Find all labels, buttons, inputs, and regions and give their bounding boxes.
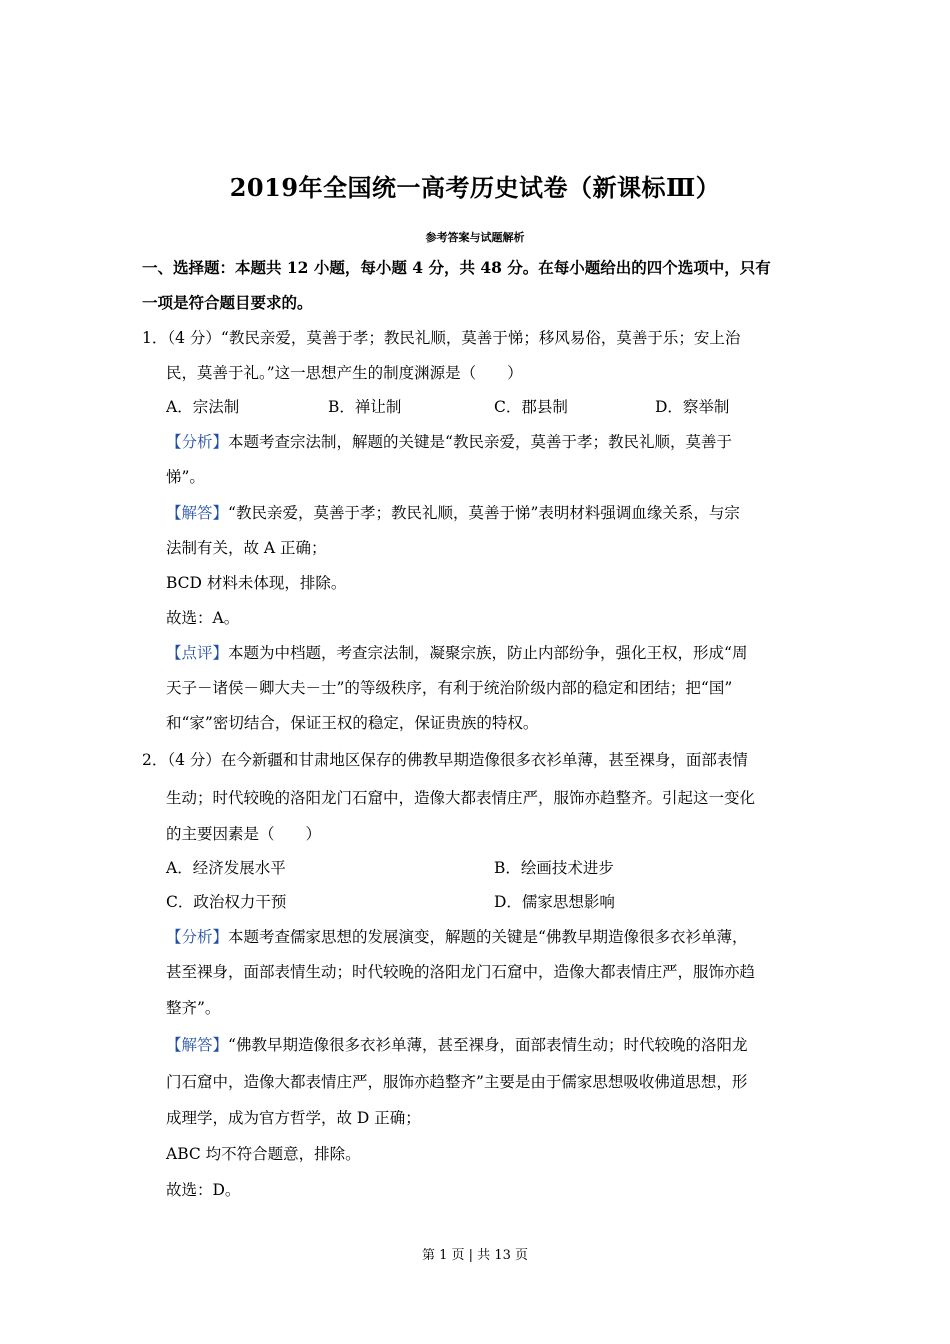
q1-analysis-text: 本题考查宗法制，解题的关键是“教民亲爱，莫善于孝；教民礼顺，莫善于	[228, 433, 732, 451]
q1-stem-line-2: 民，莫善于礼。”这一思想产生的制度渊源是（ ）	[166, 364, 523, 382]
q1-answer-tag: 【解答】	[166, 504, 229, 522]
q2-option-a: A．经济发展水平	[166, 859, 286, 877]
q2-analysis-line-3: 整齐”。	[166, 999, 221, 1017]
q1-analysis-tag: 【分析】	[166, 433, 229, 451]
q2-answer-text: “佛教早期造像很多衣衫单薄，甚至裸身，面部表情生动；时代较晚的洛阳龙	[228, 1036, 748, 1054]
q1-option-a: A．宗法制	[166, 398, 240, 416]
page-subtitle: 参考答案与试题解析	[425, 231, 525, 244]
q2-analysis-tag: 【分析】	[166, 928, 229, 946]
q2-answer-tag: 【解答】	[166, 1036, 229, 1054]
q1-answer-line-3: BCD 材料未体现，排除。	[166, 574, 347, 592]
q2-answer-line-3: 成理学，成为官方哲学，故 D 正确；	[166, 1109, 421, 1127]
q1-answer-line-1	[166, 503, 740, 523]
q2-option-d: D．儒家思想影响	[494, 893, 615, 911]
q1-comment-line-3: 和“家”密切结合，保证王权的稳定，保证贵族的特权。	[166, 714, 539, 732]
page-title: 2019年全国统一高考历史试卷（新课标Ⅲ）	[229, 173, 721, 202]
q1-comment-text: 本题为中档题，考查宗法制，凝聚宗族，防止内部纷争，强化王权，形成“周	[228, 644, 748, 662]
q1-option-b: B．禅让制	[328, 398, 402, 416]
q2-option-b: B．绘画技术进步	[494, 859, 614, 877]
q1-answer-text: “教民亲爱，莫善于孝；教民礼顺，莫善于悌”表明材料强调血缘关系，与宗	[228, 504, 740, 522]
q2-answer-line-2: 门石窟中，造像大都表情庄严，服饰亦趋整齐”主要是由于儒家思想吸收佛道思想，形	[166, 1073, 748, 1091]
q1-option-c: C．郡县制	[494, 398, 568, 416]
q2-stem-line-1: 2．（4 分）在今新疆和甘肃地区保存的佛教早期造像很多衣衫单薄，甚至裸身，面部表情	[142, 751, 748, 769]
q1-stem-line-1: 1．（4 分）“教民亲爱，莫善于孝；教民礼顺，莫善于悌；移风易俗，莫善于乐；安上治	[142, 329, 741, 347]
q1-option-d: D．察举制	[655, 398, 730, 416]
q2-stem-line-3: 的主要因素是（ ）	[166, 825, 322, 843]
section-heading-line-1: 一、选择题：本题共 12 小题，每小题 4 分，共 48 分。在每小题给出的四个选项中，只有	[142, 258, 771, 277]
q1-analysis-line-1	[166, 432, 732, 452]
q2-analysis-text: 本题考查儒家思想的发展演变，解题的关键是“佛教早期造像很多衣衫单薄，	[228, 928, 748, 946]
q2-answer-line-4: ABC 均不符合题意，排除。	[166, 1145, 361, 1163]
q2-option-c: C．政治权力干预	[166, 893, 287, 911]
q2-analysis-line-1	[166, 927, 747, 947]
q2-answer-line-1	[166, 1035, 747, 1055]
q2-analysis-line-2: 甚至裸身，面部表情生动；时代较晚的洛阳龙门石窟中，造像大都表情庄严，服饰亦趋	[166, 963, 756, 981]
page-footer: 第 1 页 | 共 13 页	[422, 1248, 528, 1263]
section-heading-line-2: 一项是符合题目要求的。	[142, 293, 313, 312]
q1-answer-line-4: 故选：A。	[166, 609, 240, 627]
q1-answer-line-2: 法制有关，故 A 正确；	[166, 539, 327, 557]
q1-comment-line-1	[166, 643, 747, 663]
q1-comment-line-2: 天子－诸侯－卿大夫－士”的等级秩序，有利于统治阶级内部的稳定和团结；把“国”	[166, 679, 733, 697]
q2-answer-line-5: 故选：D。	[166, 1181, 241, 1199]
q2-stem-line-2: 生动；时代较晚的洛阳龙门石窟中，造像大都表情庄严，服饰亦趋整齐。引起这一变化	[166, 789, 756, 807]
q1-comment-tag: 【点评】	[166, 644, 229, 662]
q1-analysis-line-2: 悌”。	[166, 468, 205, 486]
